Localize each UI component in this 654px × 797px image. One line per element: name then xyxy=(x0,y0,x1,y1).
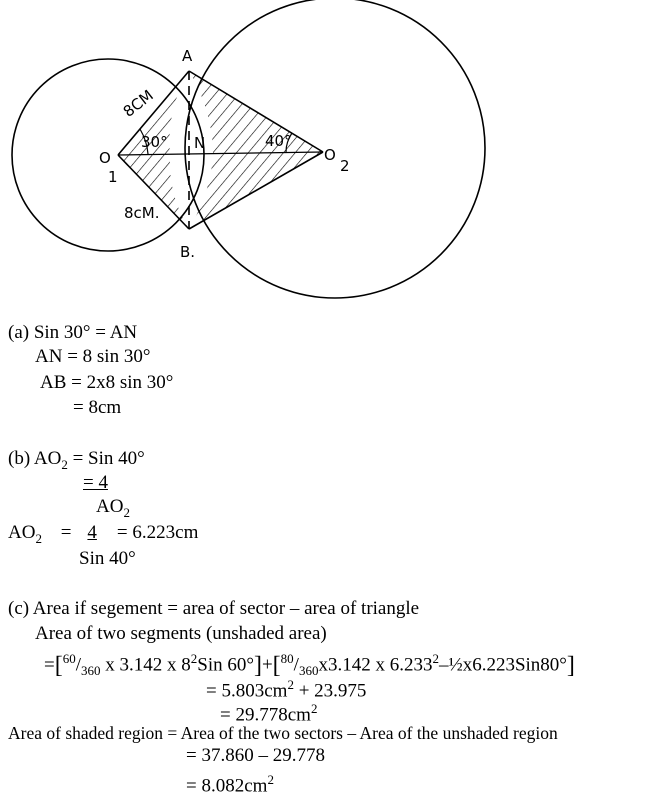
part-c-line2: Area of two segments (unshaded area) xyxy=(35,623,327,644)
part-b-line1: (b) $AO_2$ = Sin 40° xyxy=(8,448,145,472)
part-c-line3: $=[^{60}/_{360}$ x 3.142 x $8^2Sin$ $60^\circ]+[^{80}/_{360}x3.142$ x 6.233$^2$–½x6.223Sin80°] xyxy=(44,651,575,679)
part-c-line8: = $8.082cm^2$ xyxy=(186,772,274,797)
part-a-line3: AB = 2x8 sin 30° xyxy=(40,372,174,393)
label-n: N xyxy=(194,134,206,152)
shaded-region-right xyxy=(189,71,323,229)
label-angle-left: 30° xyxy=(141,133,168,151)
part-b-line5: Sin 40° xyxy=(79,548,136,569)
label-angle-right: 40° xyxy=(265,132,292,150)
part-a-line4: = 8cm xyxy=(73,397,122,418)
part-c-line4: = $5.803cm^2 + 23.975$ xyxy=(206,677,367,702)
part-c-line5: = $29.778cm^2$ xyxy=(220,701,318,726)
part-c-line7: = 37.860 – 29.778 xyxy=(186,745,325,766)
label-side-bottom: 8cM. xyxy=(124,204,160,222)
label-side-top: 8CM xyxy=(119,86,157,121)
label-o1-sub: 1 xyxy=(108,168,118,186)
label-b: B. xyxy=(180,243,196,261)
part-b-line2: = 4 xyxy=(83,472,108,493)
part-b-line4: $AO_2 = 4 = 6.223cm$ xyxy=(8,522,199,546)
label-a: A xyxy=(182,47,193,65)
geometry-figure xyxy=(0,0,654,300)
part-a-line2: AN = 8 sin 30° xyxy=(35,346,151,367)
part-c-line6: Area of shaded region = Area of the two sectors – Area of the unshaded region xyxy=(8,723,558,743)
part-a-line1: (a) Sin 30° = AN xyxy=(8,322,138,343)
label-o1: O xyxy=(99,149,111,167)
label-o2: O xyxy=(324,146,336,164)
label-o2-sub: 2 xyxy=(340,157,350,175)
part-b-line3: $AO_2$ xyxy=(96,496,130,520)
part-c-line1: (c) Area if segement = area of sector – area of triangle xyxy=(8,598,420,619)
